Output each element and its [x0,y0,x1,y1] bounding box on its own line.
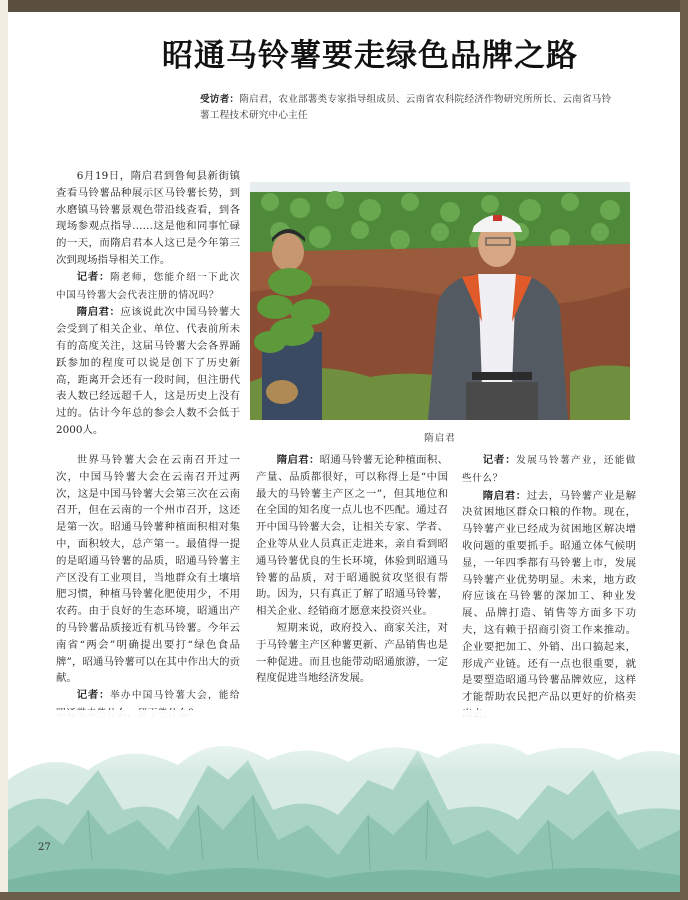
column-1-top [56,168,240,439]
answer-2-label: 隋启君： [276,454,320,466]
byline [200,92,620,124]
column-1-bottom [56,452,240,723]
question-3-text: 发展马铃薯产业，还能做些什么？ [462,455,637,484]
question-3-label: 记者： [482,454,517,466]
answer-3-text: 过去，马铃薯产业是解决贫困地区群众口粮的作物。现在，马铃薯产业已经成为贫困地区解决增收问题的重要抓手。昭通立体气候明显，一年四季都有马铃薯上市，发展马铃薯产业优势明显。未来，地方政府应该在马铃薯的深加工、种业发展、品牌打造、销售等方面多下功夫，这有赖于招商引资工作来推动。企业要把加工、外销、出口搞起来，形成产业链。还有一点也很重要，就是要塑造昭通马铃薯品牌效应，这样才能帮助农民把产品以更好的价格卖 [462,489,637,704]
paragraph-3: 短期来说，政府投入、商家关注，对于马铃薯主产区种薯更新、产品销售也是一种促进。而且也能带动昭通旅游，一定程度促进当地经济发展。 [256,621,448,685]
answer-2 [256,452,448,620]
intro-paragraph: 6月19日，隋启君到鲁甸县新街镇查看马铃薯品种展示区马铃薯长势，到水磨镇马铃薯景观色带沿线查看，到各现场参观点指导……这是他和同事忙碌的一天，而隋启君本人这已是今年第三次到现场指导相关工作。 [56,170,240,266]
right-border [680,0,688,900]
answer-3-label: 隋启君： [482,489,527,502]
byline-text: 隋启君，农业部薯类专家指导组成员、云南省农科院经济作物研究所所长、云南省马铃薯工程技术研究中心主任 [200,94,612,121]
column-3 [462,452,636,723]
column-2 [256,452,448,687]
paragraph-2: 世界马铃薯大会在云南召开过一次，中国马铃薯大会在云南召开过两次，这是中国马铃薯大会第三次在云南召开，但在云南的一个州市召开，这还是第一次。昭通马铃薯种植面积相对集中，面积较大，总产第一。最值得一提的是昭通马铃薯的品质，昭通马铃薯主产区没有工业项目，当地群众有土壤培肥习惯，种植马铃薯化肥使用少，不用农药。由于良好的生态环境，昭通出产的马铃薯品质接近有机马铃薯。今年云南省“两会”明确提出要打“绿色食品牌”，昭通马铃薯可以在其中作出大的贡献。 [56,454,240,685]
byline-label: 受访者： [200,94,240,105]
answer-1 [56,304,240,438]
answer-3 [462,488,636,723]
top-border [0,0,688,12]
left-border [0,0,8,900]
question-1 [56,269,240,305]
question-2-text: 举办中国马铃薯大会，能给 [110,690,241,702]
answer-1-label: 隋启君： [76,306,121,319]
question-1-label: 记者： [76,270,111,283]
bottom-border [0,892,688,900]
page-number: 27 [38,842,51,853]
question-3 [462,452,636,488]
mountain-landscape-illustration [8,710,680,892]
interview-photo [250,182,630,420]
photo-caption: 隋启君 [424,433,456,444]
answer-2-text: 昭通马铃薯无论种植面积、产量、品质都很好，可以称得上是“中国最大的马铃薯主产区之一”，但其地位和在全国的知名度一点儿也不匹配。通过召开中国马铃薯大会，让相关专家、学者、企业等从业人员真正走进来，亲自看到昭通马铃薯优良的生长环境，体验到昭通马铃薯的品质，对于昭通脱贫攻坚很有帮助。因为，只有真正了解了昭通马铃薯，相关企业、经销商才愿意来投资兴业。 [256,454,449,618]
question-2-label: 记者： [76,689,111,702]
article-title: 昭通马铃薯要走绿色品牌之路 [162,38,578,74]
question-1-text: 隋老师，您能介绍一下此次中国马铃薯大会代表注册的情况吗？ [56,271,241,301]
answer-1-text: 应该说此次中国马铃薯大会受到了相关企业、单位、代表前所未有的高度关注，这届马铃薯大会各界踊跃参加的程度可以说是创下了历史新高，距离开会还有一段时间，但注册代表人数已经远超千人，这是历史上没有过的。估计今年总的参会人数不会低于2000人。 [56,306,241,436]
